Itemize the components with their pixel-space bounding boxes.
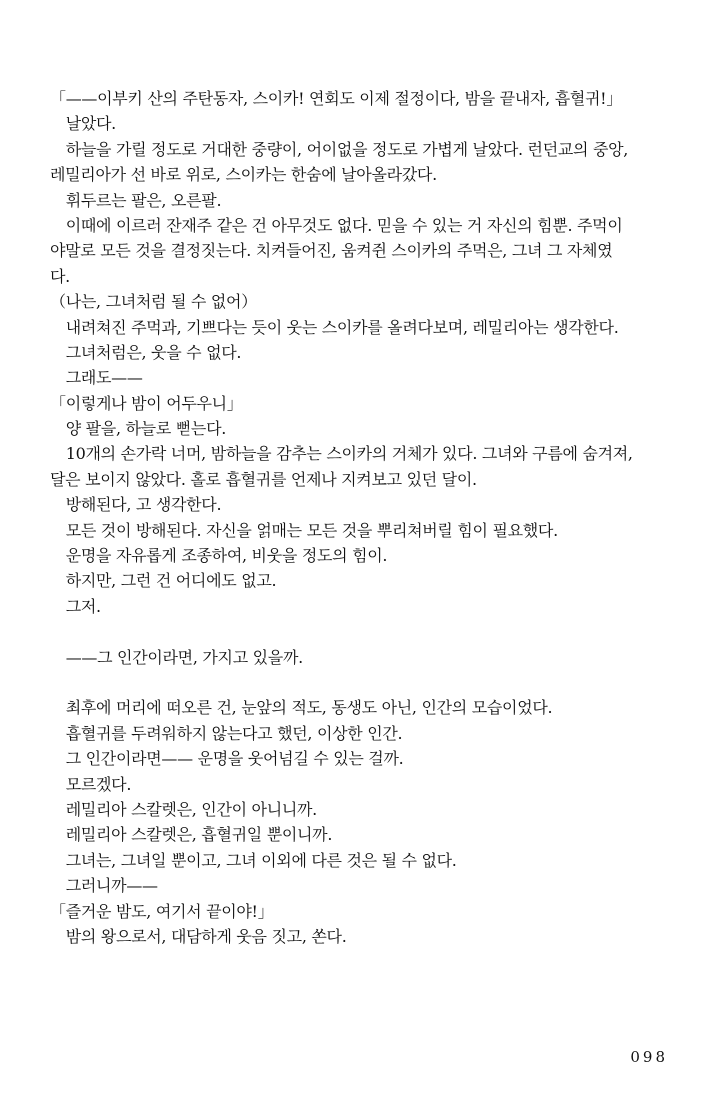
text-line: 그녀는, 그녀일 뿐이고, 그녀 이외에 다른 것은 될 수 없다. [50, 850, 457, 870]
blank-line [50, 619, 690, 644]
text-line: 「——이부키 산의 주탄동자, 스이카! 연회도 이제 절정이다, 밤을 끝내자, 흡혈귀!」 [50, 89, 623, 108]
text-line: 레밀리아 스칼렛은, 흡혈귀일 뿐이니까. [50, 825, 333, 845]
text-line: 흡혈귀를 두려워하지 않는다고 했던, 이상한 인간. [50, 723, 403, 743]
text-line: 그 인간이라면—— 운명을 웃어넘길 수 있는 걸까. [50, 749, 404, 769]
text-line: 레밀리아가 선 바로 위로, 스이카는 한숨에 날아올라갔다. [50, 165, 437, 185]
text-line: 양 팔을, 하늘로 뻗는다. [50, 419, 227, 439]
text-body [50, 86, 690, 949]
text-line: 하지만, 그런 건 어디에도 없고. [50, 571, 277, 591]
text-line: 10개의 손가락 너머, 밤하늘을 감추는 스이카의 거체가 있다. 그녀와 구름에 숨겨져, [50, 444, 633, 464]
text-line: 방해된다, 고 생각한다. [50, 495, 222, 515]
text-line: 이때에 이르러 잔재주 같은 건 아무것도 없다. 믿을 수 있는 거 자신의 힘뿐. 주먹이 [50, 215, 623, 235]
text-line: 모르겠다. [50, 774, 132, 794]
text-line: （나는, 그녀처럼 될 수 없어） [50, 292, 257, 312]
text-line: 달은 보이지 않았다. 홀로 흡혈귀를 언제나 지켜보고 있던 달이. [50, 469, 477, 489]
text-line: 「즐거운 밤도, 여기서 끝이야!」 [50, 901, 274, 921]
page-number: 098 [630, 1048, 668, 1066]
text-line: 내려쳐진 주먹과, 기쁘다는 듯이 웃는 스이카를 올려다보며, 레밀리아는 생각한다. [50, 317, 619, 337]
text-line: 하늘을 가릴 정도로 거대한 중량이, 어이없을 정도로 가볍게 날았다. 런던교의 중앙, [50, 139, 629, 159]
text-line: 휘두르는 팔은, 오른팔. [50, 190, 222, 210]
text-line: 운명을 자유롭게 조종하여, 비웃을 정도의 힘이. [50, 546, 388, 566]
text-line: 야말로 모든 것을 결정짓는다. 치켜들어진, 움켜쥔 스이카의 주먹은, 그녀 그 자체였 [50, 241, 613, 261]
text-line: ——그 인간이라면, 가지고 있을까. [50, 647, 303, 667]
text-line: 최후에 머리에 떠오른 건, 눈앞의 적도, 동생도 아닌, 인간의 모습이었다. [50, 698, 553, 718]
text-line: 그러니까—— [50, 876, 158, 896]
text-line: 밤의 왕으로서, 대담하게 웃음 짓고, 쏜다. [50, 926, 347, 946]
blank-line [50, 670, 690, 695]
text-line: 그저. [50, 596, 101, 616]
text-line: 그녀처럼은, 웃을 수 없다. [50, 342, 242, 362]
text-line: 레밀리아 스칼렛은, 인간이 아니니까. [50, 799, 317, 819]
text-line: 날았다. [50, 114, 116, 134]
text-line: 「이렇게나 밤이 어두우니」 [50, 393, 243, 413]
text-line: 다. [50, 266, 70, 286]
text-line: 그래도—— [50, 368, 143, 388]
text-line: 모든 것이 방해된다. 자신을 얽매는 모든 것을 뿌리쳐버릴 힘이 필요했다. [50, 520, 558, 540]
